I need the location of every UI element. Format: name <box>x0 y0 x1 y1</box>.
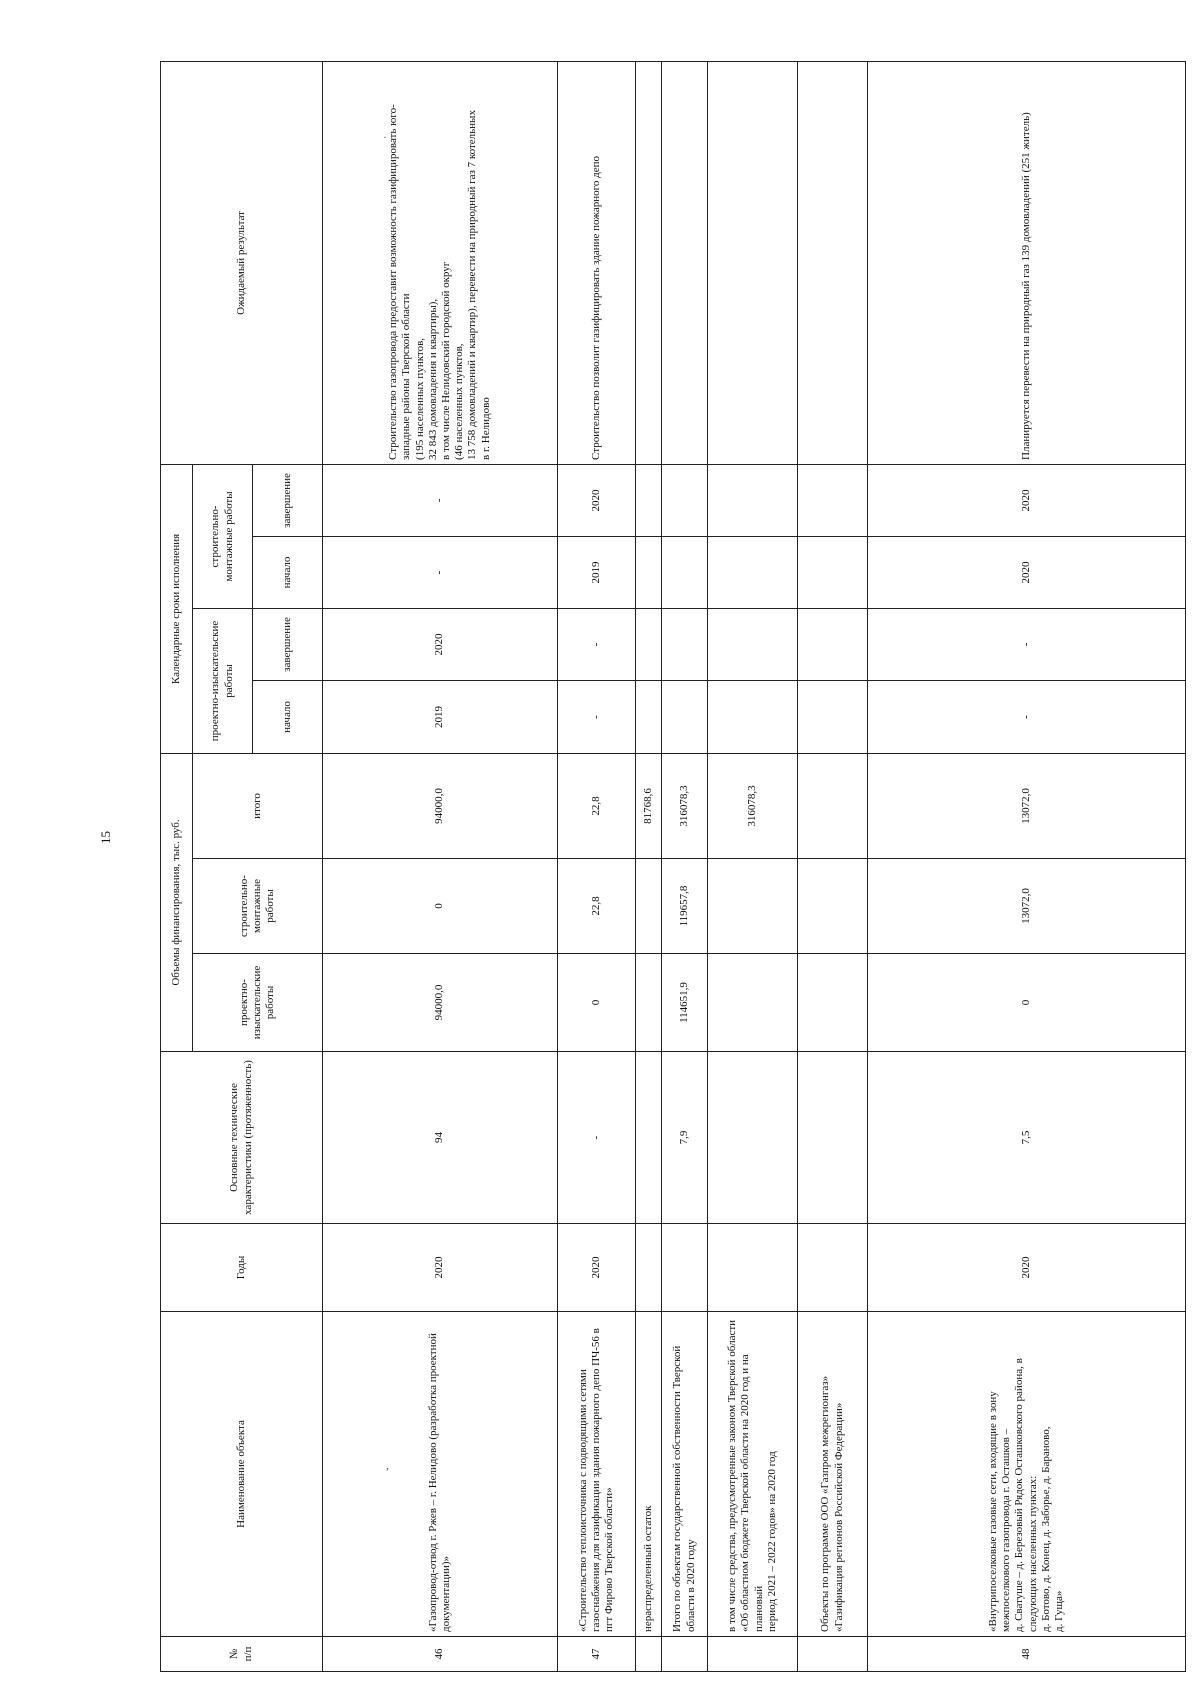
table-row <box>323 61 558 1671</box>
row-build-end: - <box>323 464 558 536</box>
row-build-end <box>708 464 798 536</box>
row-build-start: 2019 <box>558 536 636 608</box>
row-fin-build <box>708 859 798 954</box>
row-years: 2020 <box>868 1224 1186 1312</box>
row-fin-build: 22,8 <box>558 859 636 954</box>
page-number: 15 <box>98 831 113 844</box>
row-design-start <box>662 680 708 753</box>
col-fin-total-header: итого <box>193 753 323 858</box>
col-build-end-header: завершение <box>253 464 323 536</box>
row-design-end <box>708 608 798 680</box>
row-result <box>662 61 708 464</box>
row-num <box>636 1637 662 1672</box>
col-name-header: Наименование объекта <box>161 1312 323 1637</box>
row-years <box>662 1224 708 1312</box>
row-design-end <box>662 608 708 680</box>
row-design-end <box>636 608 662 680</box>
row-result: Строительство позволит газифицировать здание пожарного депо <box>558 61 636 464</box>
row-design-end: - <box>868 608 1186 680</box>
col-tech-header: Основные технические характеристики (протяженность) <box>161 1052 323 1224</box>
row-design-start <box>636 680 662 753</box>
row-tech: 94 <box>323 1052 558 1224</box>
row-build-start: 2020 <box>868 536 1186 608</box>
row-design-start: - <box>558 680 636 753</box>
row-name: в том числе средства, предусмотренные законом Тверской области «Об областном бюджете Тверской области на 2020 год и на плановый период 2021 – 2022 годов» на 2020 год <box>708 1312 798 1637</box>
row-build-start: - <box>323 536 558 608</box>
row-tech <box>636 1052 662 1224</box>
table-row <box>708 61 798 1671</box>
row-fin-total: 316078,3 <box>708 753 798 858</box>
stray-mark-row46: , <box>386 1458 389 1472</box>
row-result <box>798 61 868 464</box>
row-fin-total <box>798 753 868 858</box>
col-sched-build-header: строительно- монтажные работы <box>193 464 253 608</box>
row-tech <box>708 1052 798 1224</box>
row-build-end: 2020 <box>558 464 636 536</box>
row-build-end <box>662 464 708 536</box>
row-fin-design: 114651,9 <box>662 954 708 1052</box>
row-design-start: - <box>868 680 1186 753</box>
gasification-table <box>160 61 1186 1672</box>
row-design-start <box>798 680 868 753</box>
row-fin-build <box>636 859 662 954</box>
row-fin-total: 81768,6 <box>636 753 662 858</box>
row-result <box>636 61 662 464</box>
row-years: 2020 <box>323 1224 558 1312</box>
row-fin-build: 119657,8 <box>662 859 708 954</box>
row-design-end: - <box>558 608 636 680</box>
row-result: Строительство газопровода предоставит возможность газифицировать юго-западные районы Тверской области (195 населенных пунктов, 32 843 домовладения и квартиры), в том числе Нелидовский городской округ (46 населенных пунктов, 13 758 домовладений и квартир), перевести на природный газ 7 котельных в г. Нелидово <box>323 61 558 464</box>
row-design-end: 2020 <box>323 608 558 680</box>
row-name: «Внутрипоселковые газовые сети, входящие в зону межпоселкового газопровода г. Осташков – д. Сватуше – д. Березовый Рядок Осташковского района, в следующих населенных пунктах: д. Ботово, д. Конец, д. Заборье, д. Бараново, д. Гуща» <box>868 1312 1186 1637</box>
row-fin-design: 94000,0 <box>323 954 558 1052</box>
row-fin-build <box>798 859 868 954</box>
row-name: «Газопровод-отвод г. Ржев – г. Нелидово (разработка проектной документации)» <box>323 1312 558 1637</box>
row-fin-design <box>636 954 662 1052</box>
row-design-start: 2019 <box>323 680 558 753</box>
row-result <box>708 61 798 464</box>
col-schedule-group-header: Календарные сроки исполнения <box>161 464 193 753</box>
table-row <box>636 61 662 1671</box>
col-years-header: Годы <box>161 1224 323 1312</box>
row-tech <box>798 1052 868 1224</box>
col-design-end-header: завершение <box>253 608 323 680</box>
row-tech: 7,9 <box>662 1052 708 1224</box>
table-row <box>868 61 1186 1671</box>
row-fin-total: 94000,0 <box>323 753 558 858</box>
rotated-table-wrapper <box>160 62 1185 1672</box>
row-build-start <box>708 536 798 608</box>
row-build-end <box>636 464 662 536</box>
table-row <box>662 61 708 1671</box>
row-fin-build: 13072,0 <box>868 859 1186 954</box>
row-fin-design <box>798 954 868 1052</box>
stray-mark-top: · <box>383 130 387 144</box>
row-fin-build: 0 <box>323 859 558 954</box>
row-name: Итого по объектам государственной собственности Тверской области в 2020 году <box>662 1312 708 1637</box>
row-years: 2020 <box>558 1224 636 1312</box>
col-finance-group-header: Объемы финансирования, тыс. руб. <box>161 753 193 1051</box>
row-build-start <box>636 536 662 608</box>
row-num <box>662 1637 708 1672</box>
row-tech: 7,5 <box>868 1052 1186 1224</box>
col-num-header: № п/п <box>161 1637 323 1672</box>
col-fin-build-header: строительно- монтажные работы <box>193 859 323 954</box>
row-tech: - <box>558 1052 636 1224</box>
col-fin-design-header: проектно- изыскательские работы <box>193 954 323 1052</box>
row-name: нераспределенный остаток <box>636 1312 662 1637</box>
row-num <box>798 1637 868 1672</box>
row-fin-design: 0 <box>558 954 636 1052</box>
col-design-start-header: начало <box>253 680 323 753</box>
col-result-header: Ожидаемый результат <box>161 61 323 464</box>
row-years <box>798 1224 868 1312</box>
row-num <box>708 1637 798 1672</box>
row-name: Объекты по программе ООО «Газпром межрегионгаз» «Газификация регионов Российской Федерации» <box>798 1312 868 1637</box>
col-build-start-header: начало <box>253 536 323 608</box>
row-design-end <box>798 608 868 680</box>
row-build-start <box>662 536 708 608</box>
row-design-start <box>708 680 798 753</box>
row-build-end <box>798 464 868 536</box>
row-num: 47 <box>558 1637 636 1672</box>
row-name: «Строительство теплоисточника с подводящими сетями газоснабжения для газификации здания пожарного депо ПЧ-56 в пгт Фирово Тверской области» <box>558 1312 636 1637</box>
row-fin-design: 0 <box>868 954 1186 1052</box>
row-years <box>636 1224 662 1312</box>
row-fin-total: 316078,3 <box>662 753 708 858</box>
table-row <box>798 61 868 1671</box>
row-build-start <box>798 536 868 608</box>
row-num: 46 <box>323 1637 558 1672</box>
table-row <box>558 61 636 1671</box>
col-sched-design-header: проектно-изыскательские работы <box>193 608 253 753</box>
row-years <box>708 1224 798 1312</box>
row-num: 48 <box>868 1637 1186 1672</box>
row-fin-total: 22,8 <box>558 753 636 858</box>
row-result: Планируется перевести на природный газ 139 домовладений (251 житель) <box>868 61 1186 464</box>
row-fin-design <box>708 954 798 1052</box>
row-build-end: 2020 <box>868 464 1186 536</box>
row-fin-total: 13072,0 <box>868 753 1186 858</box>
